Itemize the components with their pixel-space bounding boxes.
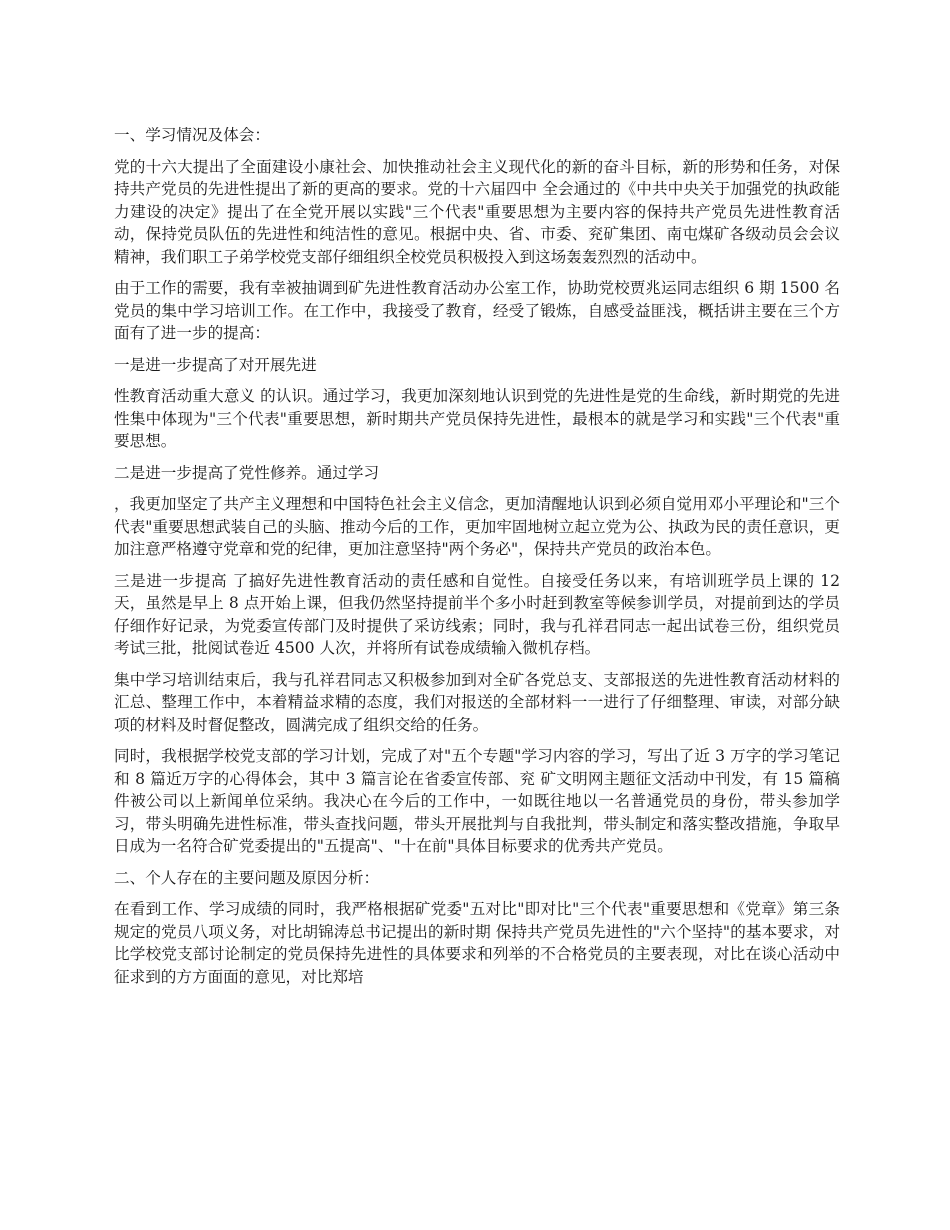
paragraph-study-plan: 同时，我根据学校党支部的学习计划，完成了对"五个专题"学习内容的学习，写出了近 3 万字的学习笔记和 8 篇近万字的心得体会，其中 3 篇言论在省委宣传部、兖 矿文明网主题征文活动中刊发，有 15 篇稿件被公司以上新闻单位采纳。我决心在今后的工作中，一如既往地以一名普通党员的身份，带头参加学习，带头明确先进性标准，带头查找问题，带头开展批判与自我批判，带头制定和落实整改措施，争取早日成为一名符合矿党委提出的"五提高"、"十在前"具体目标要求的优秀共产党员。 [114,747,840,855]
paragraph-background: 党的十六大提出了全面建设小康社会、加快推动社会主义现代化的新的奋斗目标，新的形势和任务，对保持共产党员的先进性提出了新的更高的要求。党的十六届四中 全会通过的《中共中央关于加强党的执政能力建设的决定》提出了在全党开展以实践"三个代表"重要思想为主要内容的保持共产党员先进性教育活动，保持党员队伍的先进性和纯洁性的意见。根据中央、省、市委、兖矿集团、南屯煤矿各级动员会会议精神，我们职工子弟学校党支部仔细组织全校党员积极投入到这场轰轰烈烈的活动中。 [114,157,840,266]
section-heading-problems: 二、个人存在的主要问题及原因分析： [114,868,380,887]
section-heading-learning: 一、学习情况及体会： [114,126,270,144]
point-three-body: 三是进一步提高 了搞好先进性教育活动的责任感和自觉性。自接受任务以来，有培训班学员上课的 12 天，虽然是早上 8 点开始上课，但我仍然坚持提前半个多小时赶到教室等候参训学员，对提前到达的学员仔细作好记录，为党委宣传部门及时提供了采访线索；同时，我与孔祥君同志一起出试卷三份，组织党员考试三批，批阅试卷近 4500 人次，并将所有试卷成绩输入微机存档。 [114,571,840,657]
document-body [114,124,840,997]
paragraph-materials: 集中学习培训结束后，我与孔祥君同志又积极参加到对全矿各党总支、支部报送的先进性教育活动材料的汇总、整理工作中，本着精益求精的态度，我们对报送的全部材料一一进行了仔细整理、审读，对部分缺项的材料及时督促整改，圆满完成了组织交给的任务。 [114,670,840,734]
point-two-heading: 二是进一步提高了党性修养。通过学习 [114,463,380,482]
paragraph-assignment: 由于工作的需要，我有幸被抽调到矿先进性教育活动办公室工作，协助党校贾兆运同志组织 6 期 1500 名党员的集中学习培训工作。在工作中，我接受了教育，经受了锻炼，自感受益匪浅，概括讲主要在三个方面有了进一步的提高： [114,279,840,342]
point-one-heading: 一是进一步提高了对开展先进 [114,355,317,374]
point-one-body: 性教育活动重大意义 的认识。通过学习，我更加深刻地认识到党的先进性是党的生命线，新时期党的先进性集中体现为"三个代表"重要思想，新时期共产党员保持先进性，最根本的就是学习和实践"三个代表"重要思想。 [114,387,840,450]
paragraph-comparison: 在看到工作、学习成绩的同时，我严格根据矿党委"五对比"即对比"三个代表"重要思想和《党章》第三条规定的党员八项义务，对比胡锦涛总书记提出的新时期 保持共产党员先进性的"六个坚持"的基本要求，对比学校党支部讨论制定的党员保持先进性的具体要求和列举的不合格党员的主要表现，对比在谈心活动中征求到的方方面面的意见，对比郑培 [114,900,840,986]
point-two-body: ，我更加坚定了共产主义理想和中国特色社会主义信念，更加清醒地认识到必须自觉用邓小平理论和"三个代表"重要思想武装自己的头脑、推动今后的工作，更加牢固地树立起立党为公、执政为民的责任意识，更加注意严格遵守党章和党的纪律，更加注意坚持"两个务必"，保持共产党员的政治本色。 [114,495,840,558]
